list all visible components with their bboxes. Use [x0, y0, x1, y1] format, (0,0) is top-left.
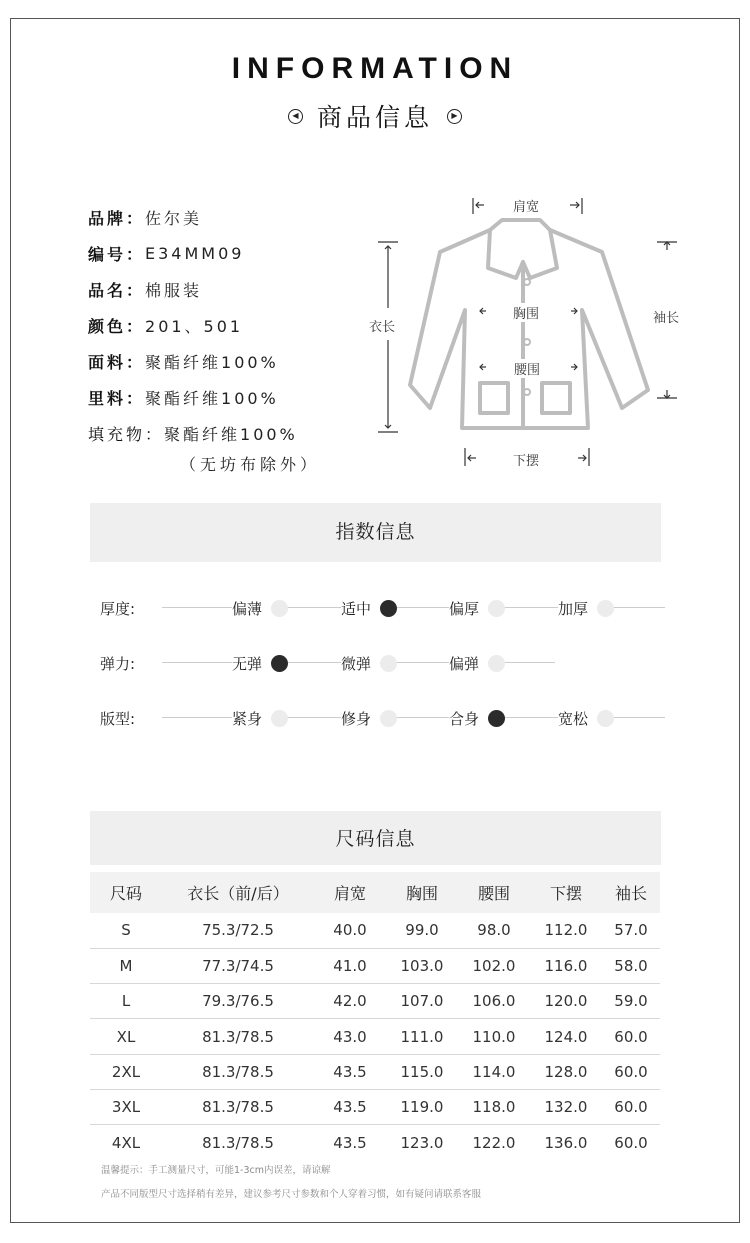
cell: 58.0	[602, 948, 660, 983]
cell: 120.0	[530, 984, 602, 1019]
cell: 43.5	[314, 1089, 386, 1124]
col-header-waist: 腰围	[458, 872, 530, 913]
spec-label: 编号：	[88, 244, 146, 264]
cell: XL	[90, 1019, 162, 1054]
index-label: 厚度:	[100, 600, 136, 618]
size-table	[90, 872, 660, 1160]
cell: 110.0	[458, 1019, 530, 1054]
index-row-fit	[100, 703, 665, 733]
col-header-shoulder: 肩宽	[314, 872, 386, 913]
cell: 60.0	[602, 1054, 660, 1089]
circle-right-arrow-icon: ▶	[447, 109, 462, 124]
chest-label: 胸围	[510, 303, 542, 322]
cell: 114.0	[458, 1054, 530, 1089]
option-regular	[449, 703, 505, 733]
cell: 132.0	[530, 1089, 602, 1124]
cell: 112.0	[530, 913, 602, 948]
size-table-header	[90, 872, 660, 913]
spec-value: 聚酯纤维100%	[145, 388, 279, 408]
col-header-sleeve: 袖长	[602, 872, 660, 913]
option-label: 适中	[341, 598, 380, 619]
option-dot-selected	[380, 600, 397, 617]
cell: 77.3/74.5	[162, 948, 314, 983]
cell: 81.3/78.5	[162, 1089, 314, 1124]
option-label: 偏薄	[232, 598, 271, 619]
cell: S	[90, 913, 162, 948]
product-spec-list	[88, 199, 298, 451]
circle-left-arrow-icon: ◀	[288, 109, 303, 124]
index-section-header: 指数信息	[90, 503, 661, 562]
cell: 81.3/78.5	[162, 1019, 314, 1054]
cell: L	[90, 984, 162, 1019]
page-title: INFORMATION	[231, 52, 519, 85]
option-label: 无弹	[232, 653, 271, 674]
option-thin	[232, 593, 288, 623]
spec-row-code	[88, 235, 298, 271]
jacket-measure-diagram	[360, 190, 700, 480]
spec-label: 里料：	[88, 388, 146, 408]
option-stretchy	[449, 648, 505, 678]
cell: 75.3/72.5	[162, 913, 314, 948]
cell: 40.0	[314, 913, 386, 948]
spec-row-lining	[88, 379, 298, 415]
cell: 99.0	[386, 913, 458, 948]
waist-label: 腰围	[511, 359, 543, 378]
spec-row-fabric	[88, 343, 298, 379]
option-dot	[597, 710, 614, 727]
option-slim	[341, 703, 397, 733]
cell: 111.0	[386, 1019, 458, 1054]
index-label: 版型:	[100, 710, 136, 728]
spec-value: 棉服装	[145, 280, 203, 300]
index-label: 弹力:	[100, 655, 136, 673]
table-row	[90, 1054, 660, 1089]
table-row	[90, 1089, 660, 1124]
size-section-header: 尺码信息	[90, 811, 661, 865]
option-dot	[380, 710, 397, 727]
shoulder-label: 肩宽	[510, 196, 542, 215]
option-dot	[597, 600, 614, 617]
table-row	[90, 1125, 660, 1160]
option-label: 偏厚	[449, 598, 488, 619]
option-medium	[341, 593, 397, 623]
cell: 59.0	[602, 984, 660, 1019]
spec-label: 面料：	[88, 352, 146, 372]
cell: 60.0	[614, 1133, 648, 1152]
option-loose	[558, 703, 614, 733]
cell: M	[90, 948, 162, 983]
option-label: 偏弹	[449, 653, 488, 674]
cell: 42.0	[314, 984, 386, 1019]
spec-row-filling	[88, 415, 298, 451]
jacket-outline-illustration	[360, 190, 700, 480]
col-header-hem: 下摆	[530, 872, 602, 913]
length-label: 衣长	[369, 316, 395, 335]
cell: 107.0	[386, 984, 458, 1019]
cell: 79.3/76.5	[162, 984, 314, 1019]
spec-label: 品牌：	[88, 208, 146, 228]
option-dot	[488, 655, 505, 672]
spec-value: E34MM09	[145, 243, 245, 263]
spec-label: 颜色：	[88, 316, 146, 336]
col-header-size: 尺码	[90, 872, 162, 913]
option-slight-stretch	[341, 648, 397, 678]
cell: 57.0	[602, 913, 660, 948]
cell: 60.0	[602, 1089, 660, 1124]
table-row	[90, 984, 660, 1019]
sleeve-label: 袖长	[650, 307, 682, 326]
cell: 119.0	[386, 1089, 458, 1124]
option-no-stretch	[232, 648, 288, 678]
cell: 118.0	[458, 1089, 530, 1124]
subtitle-row	[0, 98, 750, 134]
option-dot	[488, 600, 505, 617]
col-header-chest: 胸围	[386, 872, 458, 913]
spec-value: 聚酯纤维100%	[164, 424, 298, 444]
option-extra-thick	[558, 593, 614, 623]
cell: 116.0	[530, 948, 602, 983]
cell: 106.0	[458, 984, 530, 1019]
cell: 98.0	[458, 913, 530, 948]
option-label: 加厚	[558, 598, 597, 619]
option-label: 紧身	[232, 708, 271, 729]
page-subtitle: 商品信息	[316, 103, 433, 132]
option-dot	[271, 600, 288, 617]
option-dot	[380, 655, 397, 672]
cell: 60.0	[602, 1019, 660, 1054]
cell: 103.0	[386, 948, 458, 983]
spec-note: （无坊布除外）	[180, 455, 321, 474]
spec-label: 品名：	[88, 280, 146, 300]
cell: 43.5	[333, 1133, 367, 1152]
cell: 43.0	[314, 1019, 386, 1054]
cell: 81.3/78.5	[162, 1054, 314, 1089]
table-row	[90, 1019, 660, 1054]
option-label: 微弹	[341, 653, 380, 674]
spec-row-color	[88, 307, 298, 343]
cell: 128.0	[530, 1054, 602, 1089]
cell: 124.0	[530, 1019, 602, 1054]
cell: 102.0	[458, 948, 530, 983]
col-header-length: 衣长（前/后）	[162, 872, 314, 913]
hem-label: 下摆	[510, 450, 542, 469]
table-row	[90, 948, 660, 983]
option-thick	[449, 593, 505, 623]
cell: 4XL	[111, 1133, 141, 1152]
cell: 43.5	[314, 1054, 386, 1089]
spec-label: 填充物：	[88, 424, 165, 444]
cell: 2XL	[90, 1054, 162, 1089]
footnote-size-advice: 产品不同版型尺寸选择稍有差异，建议参考尺寸参数和个人穿着习惯，如有疑问请联系客服	[101, 1189, 482, 1200]
cell: 123.0	[400, 1133, 444, 1152]
cell: 115.0	[386, 1054, 458, 1089]
cell: 41.0	[314, 948, 386, 983]
spec-row-name	[88, 271, 298, 307]
option-dot	[271, 710, 288, 727]
option-tight	[232, 703, 288, 733]
cell: 81.3/78.5	[202, 1133, 274, 1152]
spec-value: 聚酯纤维100%	[145, 352, 279, 372]
footnote-measurement: 温馨提示：手工测量尺寸，可能1-3cm内误差，请谅解	[101, 1165, 331, 1176]
cell: 3XL	[90, 1089, 162, 1124]
option-label: 宽松	[558, 708, 597, 729]
spec-row-brand	[88, 199, 298, 235]
index-row-thickness	[100, 593, 665, 623]
table-row	[90, 913, 660, 948]
option-label: 合身	[449, 708, 488, 729]
option-label: 修身	[341, 708, 380, 729]
cell: 136.0	[544, 1133, 588, 1152]
spec-value: 佐尔美	[145, 208, 203, 228]
index-row-elasticity	[100, 648, 665, 678]
cell: 122.0	[472, 1133, 516, 1152]
option-dot-selected	[488, 710, 505, 727]
spec-value: 201、501	[145, 316, 244, 336]
option-dot-selected	[271, 655, 288, 672]
